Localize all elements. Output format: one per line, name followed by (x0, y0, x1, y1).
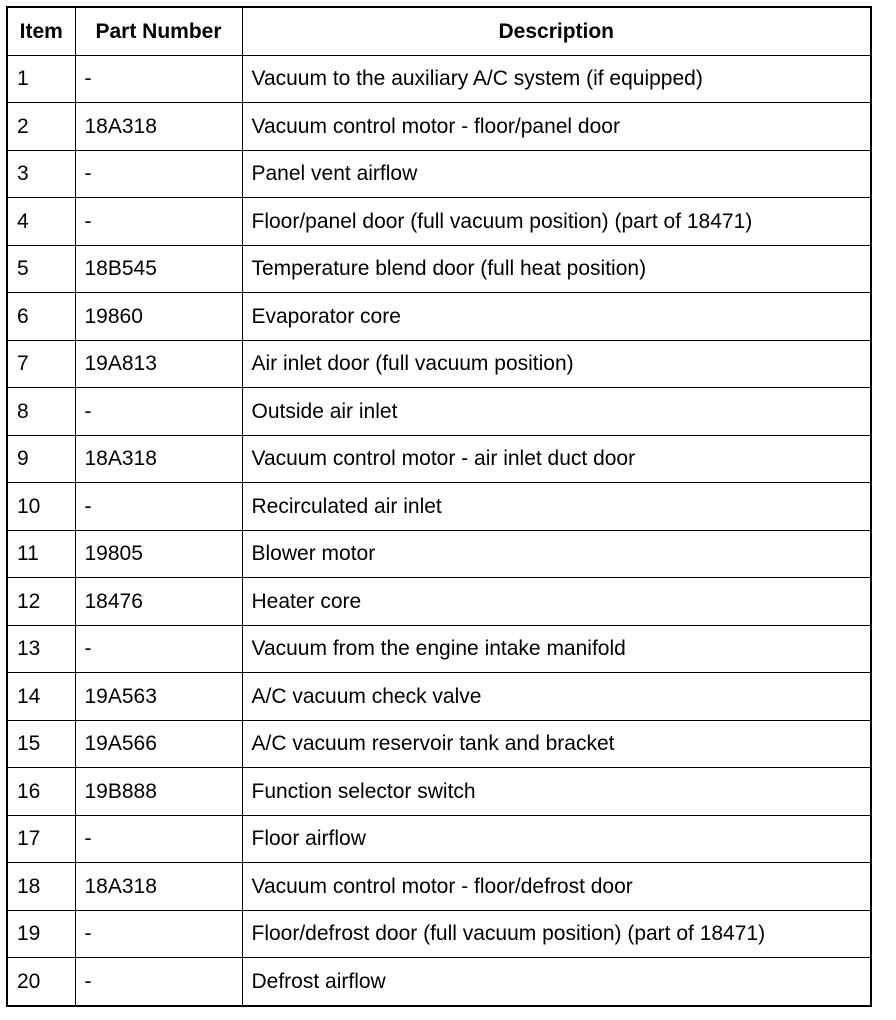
table-row (7, 958, 871, 1006)
cell-description: Blower motor (242, 530, 871, 578)
cell-description: Vacuum from the engine intake manifold (242, 625, 871, 673)
cell-description: Floor/panel door (full vacuum position) (part of 18471) (242, 198, 871, 246)
cell-item: 14 (7, 673, 75, 721)
cell-part-number: - (75, 483, 242, 531)
cell-part-number: - (75, 625, 242, 673)
cell-description: Air inlet door (full vacuum position) (242, 340, 871, 388)
cell-item: 8 (7, 388, 75, 436)
table-row (7, 815, 871, 863)
header-row (7, 7, 871, 55)
table-row (7, 863, 871, 911)
cell-item: 17 (7, 815, 75, 863)
table-row (7, 578, 871, 626)
cell-item: 15 (7, 720, 75, 768)
cell-item: 5 (7, 245, 75, 293)
table-row (7, 910, 871, 958)
cell-part-number: 19805 (75, 530, 242, 578)
cell-description: Defrost airflow (242, 958, 871, 1006)
cell-item: 20 (7, 958, 75, 1006)
table-row (7, 103, 871, 151)
cell-part-number: - (75, 388, 242, 436)
cell-description: Vacuum control motor - air inlet duct door (242, 435, 871, 483)
cell-description: A/C vacuum check valve (242, 673, 871, 721)
cell-description: Function selector switch (242, 768, 871, 816)
cell-item: 2 (7, 103, 75, 151)
cell-part-number: 18B545 (75, 245, 242, 293)
table-row (7, 435, 871, 483)
cell-description: Temperature blend door (full heat position) (242, 245, 871, 293)
cell-description: Floor/defrost door (full vacuum position) (part of 18471) (242, 910, 871, 958)
cell-part-number: - (75, 958, 242, 1006)
table-row (7, 55, 871, 103)
cell-item: 1 (7, 55, 75, 103)
cell-item: 7 (7, 340, 75, 388)
cell-item: 6 (7, 293, 75, 341)
table-row (7, 768, 871, 816)
cell-description: Heater core (242, 578, 871, 626)
cell-item: 13 (7, 625, 75, 673)
cell-description: Recirculated air inlet (242, 483, 871, 531)
table-row (7, 720, 871, 768)
cell-part-number: 18A318 (75, 103, 242, 151)
table-row (7, 198, 871, 246)
cell-part-number: 19A566 (75, 720, 242, 768)
cell-description: Vacuum control motor - floor/defrost door (242, 863, 871, 911)
cell-part-number: - (75, 910, 242, 958)
cell-part-number: 19860 (75, 293, 242, 341)
header-part-number: Part Number (75, 7, 242, 55)
parts-table (6, 6, 872, 1007)
table-row (7, 245, 871, 293)
table-row (7, 293, 871, 341)
cell-description: Evaporator core (242, 293, 871, 341)
cell-description: Vacuum to the auxiliary A/C system (if equipped) (242, 55, 871, 103)
table-row (7, 673, 871, 721)
cell-item: 9 (7, 435, 75, 483)
table-row (7, 483, 871, 531)
header-item: Item (7, 7, 75, 55)
cell-description: Vacuum control motor - floor/panel door (242, 103, 871, 151)
cell-description: Panel vent airflow (242, 150, 871, 198)
table-row (7, 388, 871, 436)
cell-item: 4 (7, 198, 75, 246)
cell-part-number: 18476 (75, 578, 242, 626)
table-row (7, 625, 871, 673)
table-row (7, 530, 871, 578)
cell-part-number: 18A318 (75, 863, 242, 911)
cell-part-number: 19A813 (75, 340, 242, 388)
header-description: Description (242, 7, 871, 55)
table-row (7, 340, 871, 388)
cell-item: 3 (7, 150, 75, 198)
cell-part-number: 19A563 (75, 673, 242, 721)
table-body (7, 55, 871, 1006)
table-header (7, 7, 871, 55)
table-row (7, 150, 871, 198)
cell-description: Floor airflow (242, 815, 871, 863)
cell-item: 10 (7, 483, 75, 531)
cell-item: 16 (7, 768, 75, 816)
cell-part-number: - (75, 55, 242, 103)
cell-item: 19 (7, 910, 75, 958)
cell-description: A/C vacuum reservoir tank and bracket (242, 720, 871, 768)
cell-part-number: - (75, 815, 242, 863)
cell-item: 11 (7, 530, 75, 578)
cell-part-number: 18A318 (75, 435, 242, 483)
cell-item: 12 (7, 578, 75, 626)
cell-part-number: - (75, 198, 242, 246)
cell-part-number: 19B888 (75, 768, 242, 816)
cell-item: 18 (7, 863, 75, 911)
cell-part-number: - (75, 150, 242, 198)
cell-description: Outside air inlet (242, 388, 871, 436)
